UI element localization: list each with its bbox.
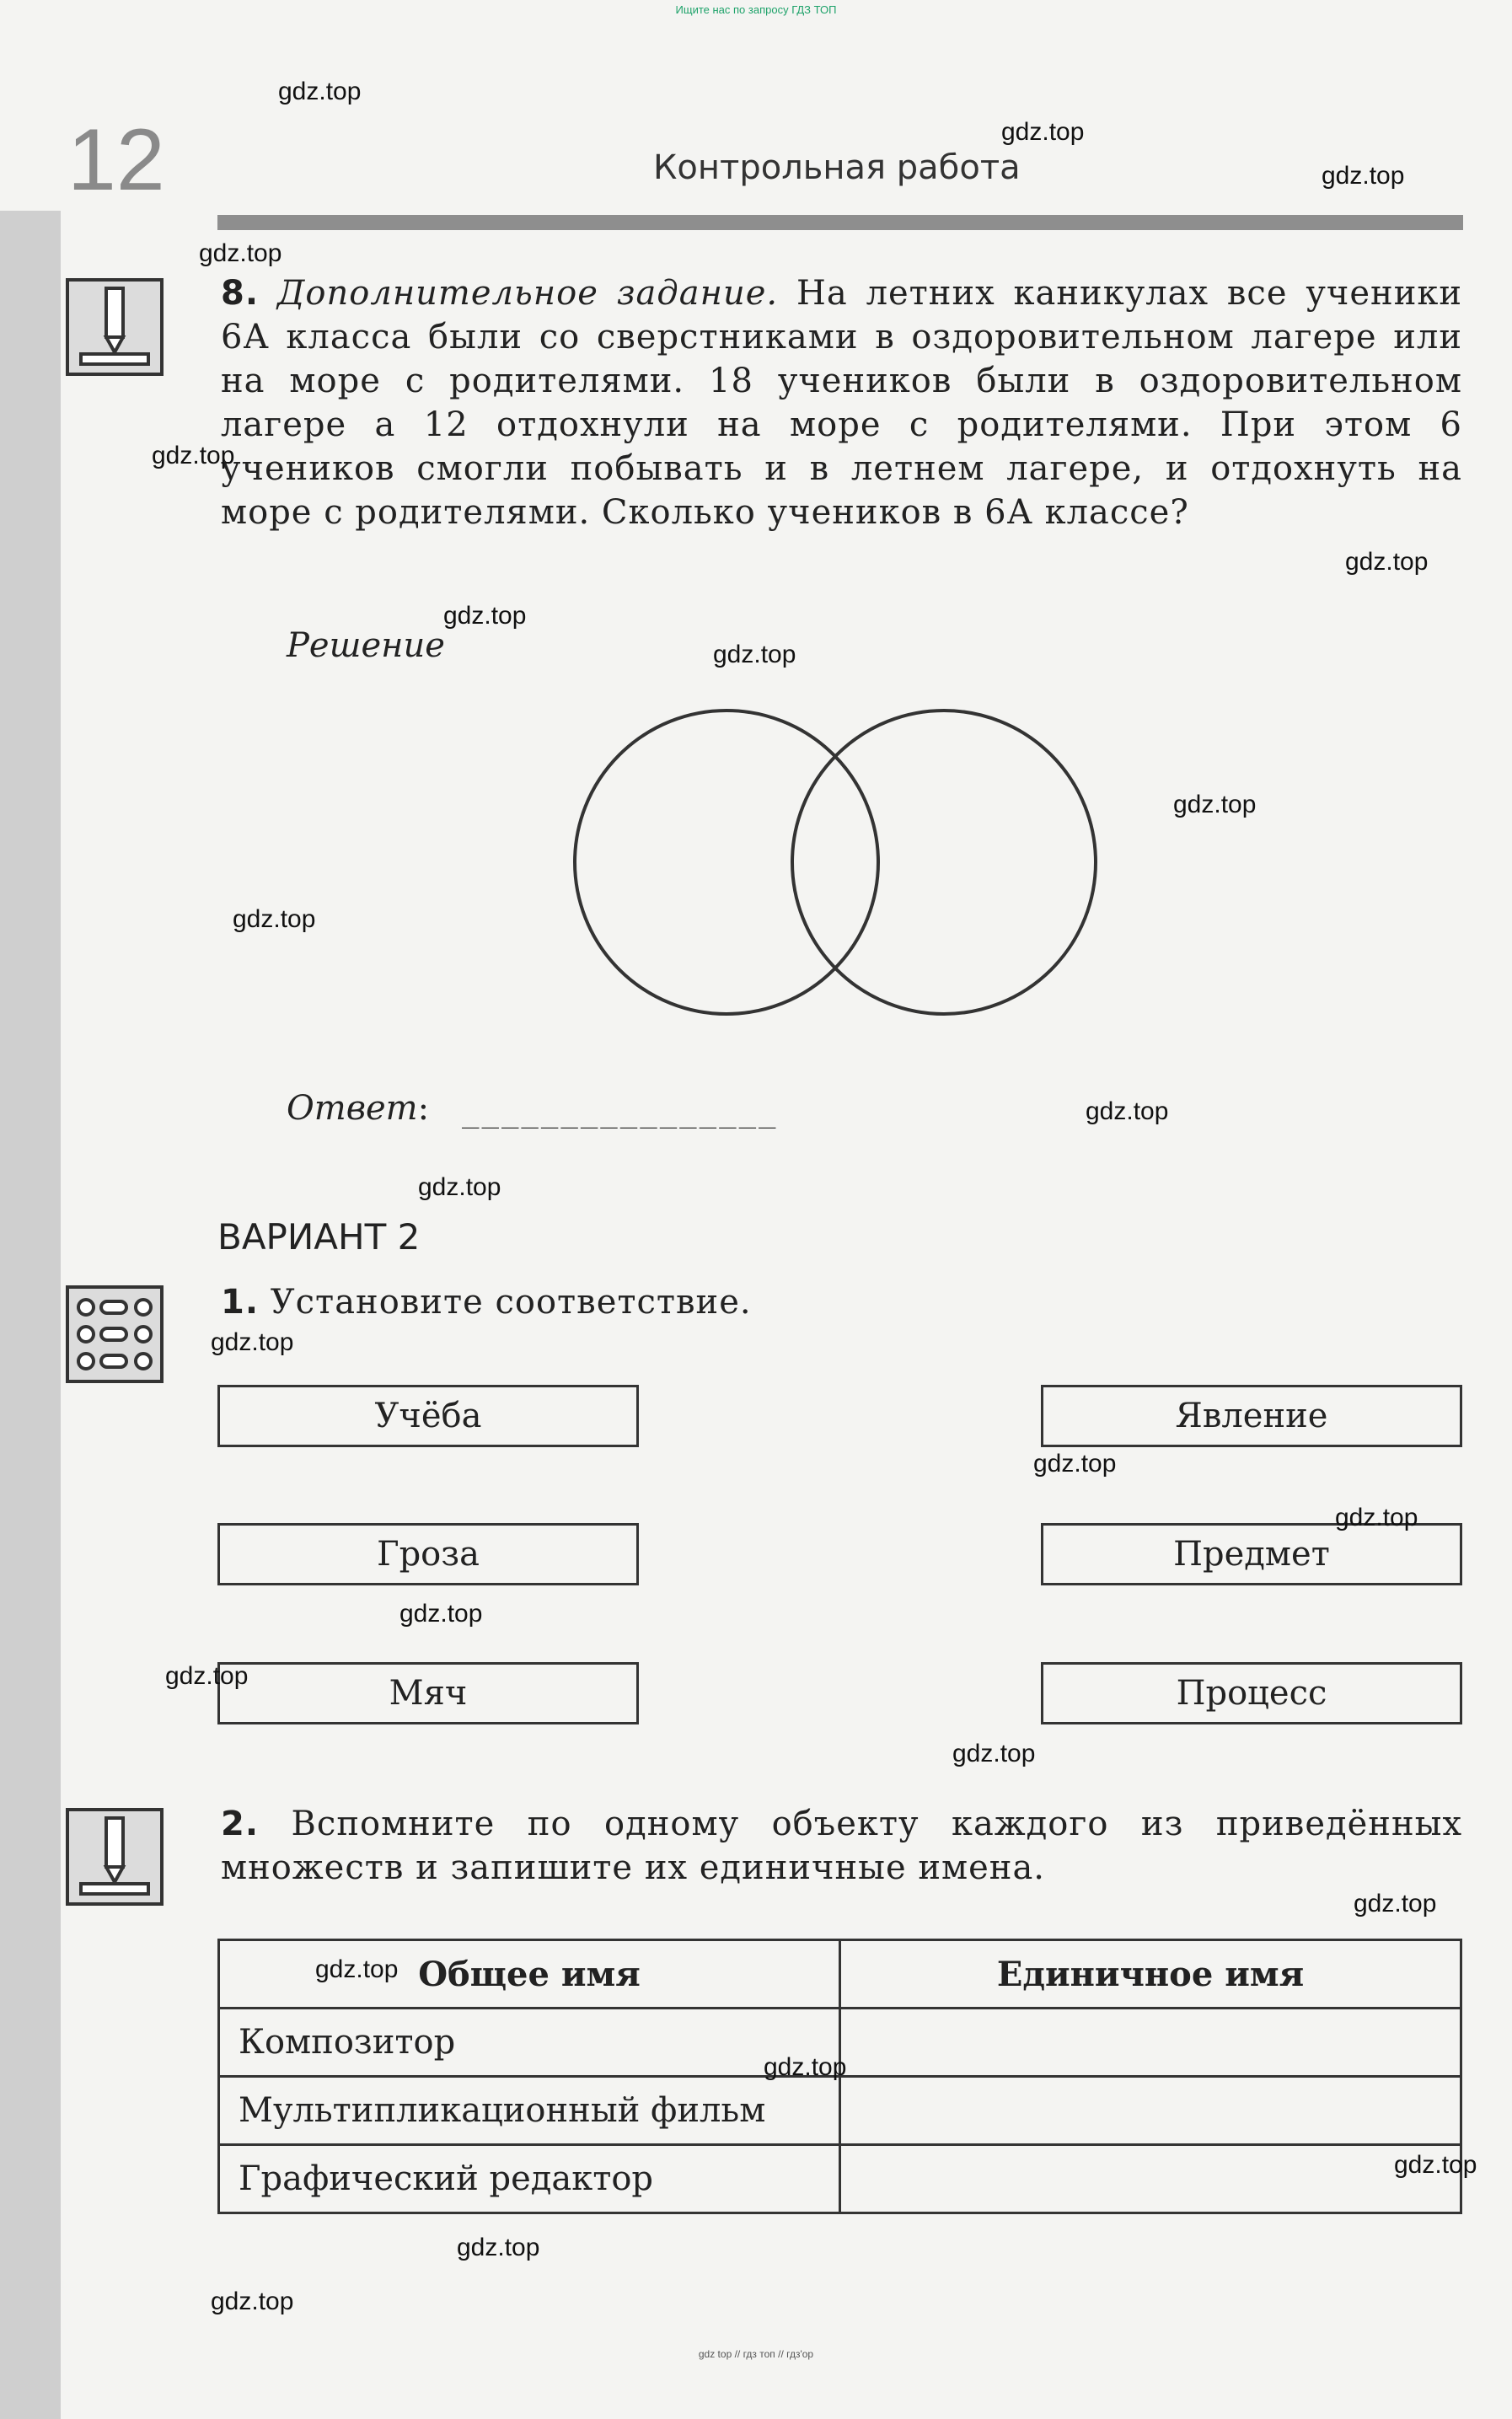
watermark: gdz.top (713, 641, 796, 668)
watermark: gdz.top (1322, 162, 1405, 190)
pencil-task-icon (66, 1808, 164, 1906)
watermark: gdz.top (211, 1328, 294, 1356)
pencil-task-icon (66, 278, 164, 376)
single-name-cell[interactable] (840, 2009, 1461, 2077)
task-8-body: На летних каникулах все ученики 6А класса были со сверстниками в оздоровительном лагере или на море с родителями. 18 учеников были в оздоровительном лагере а 12 отдохнули на море с родителями. При этом 6 учеников смогли побывать и в летнем лагере, и отдохнуть на море с родителями. Сколько учеников в 6А классе? (221, 274, 1463, 532)
answer-colon: : (417, 1089, 430, 1128)
match-left-1[interactable]: Учёба (217, 1385, 639, 1447)
watermark: gdz.top (315, 1955, 399, 1983)
task-8-title: Дополнительное задание. (276, 274, 779, 313)
match-right-2[interactable]: Предмет (1041, 1523, 1462, 1585)
table-header-row (219, 1940, 1461, 2009)
answer-row (287, 1089, 429, 1128)
bottom-note: gdz top // гдз топ // гдз'ор (698, 2348, 814, 2360)
page-title: Контрольная работа (653, 148, 1021, 187)
watermark: gdz.top (952, 1740, 1036, 1767)
top-note: Ищите нас по запросу ГДЗ ТОП (675, 3, 837, 16)
task-2-number: 2. (221, 1805, 260, 1843)
table-row (219, 2145, 1461, 2213)
watermark: gdz.top (399, 1600, 483, 1628)
header-single-name: Единичное имя (840, 1940, 1461, 2009)
task-2-body: Вспомните по одному объекту каждого из приведённых множеств и запишите их единичные имена. (221, 1805, 1463, 1887)
watermark: gdz.top (764, 2053, 847, 2081)
task-1-text (221, 1283, 752, 1322)
general-name-cell: Мультипликационный фильм (219, 2077, 840, 2145)
watermark: gdz.top (152, 442, 235, 469)
watermark: gdz.top (1033, 1450, 1117, 1478)
page-sidebar (0, 211, 61, 2419)
watermark: gdz.top (1001, 118, 1085, 146)
general-name-cell: Композитор (219, 2009, 840, 2077)
solution-label: Решение (287, 626, 445, 665)
task-8-text (221, 271, 1462, 534)
answer-label: Ответ (287, 1089, 418, 1128)
header-divider (217, 215, 1463, 230)
task-1-number: 1. (221, 1283, 260, 1322)
watermark: gdz.top (1354, 1890, 1437, 1918)
variant-title: ВАРИАНТ 2 (217, 1216, 421, 1258)
watermark: gdz.top (165, 1662, 249, 1690)
watermark: gdz.top (457, 2234, 540, 2261)
watermark: gdz.top (1345, 548, 1429, 576)
single-name-cell[interactable] (840, 2145, 1461, 2213)
watermark: gdz.top (1173, 791, 1257, 818)
watermark: gdz.top (443, 602, 527, 630)
match-left-3[interactable]: Мяч (217, 1662, 639, 1724)
venn-diagram (573, 708, 1113, 1020)
single-name-cell[interactable] (840, 2077, 1461, 2145)
table-row (219, 2077, 1461, 2145)
task-8-number: 8. (221, 274, 260, 313)
watermark: gdz.top (1394, 2151, 1477, 2179)
page-number: 12 (67, 111, 165, 209)
match-right-1[interactable]: Явление (1041, 1385, 1462, 1447)
answer-field[interactable]: ________________ (462, 1096, 779, 1129)
watermark: gdz.top (211, 2288, 294, 2315)
header-general-name: Общее имя (219, 1940, 840, 2009)
matching-task-icon (66, 1285, 164, 1383)
watermark: gdz.top (1335, 1504, 1418, 1531)
match-left-2[interactable]: Гроза (217, 1523, 639, 1585)
watermark: gdz.top (418, 1173, 501, 1201)
general-name-cell: Графический редактор (219, 2145, 840, 2213)
watermark: gdz.top (278, 78, 362, 105)
watermark: gdz.top (233, 905, 316, 933)
match-right-3[interactable]: Процесс (1041, 1662, 1462, 1724)
watermark: gdz.top (199, 239, 282, 267)
venn-circle-camp (575, 711, 878, 1014)
task-1-body: Установите соответствие. (270, 1283, 752, 1322)
task-2-text (221, 1802, 1462, 1890)
venn-circle-sea (792, 711, 1096, 1014)
watermark: gdz.top (1086, 1097, 1169, 1125)
